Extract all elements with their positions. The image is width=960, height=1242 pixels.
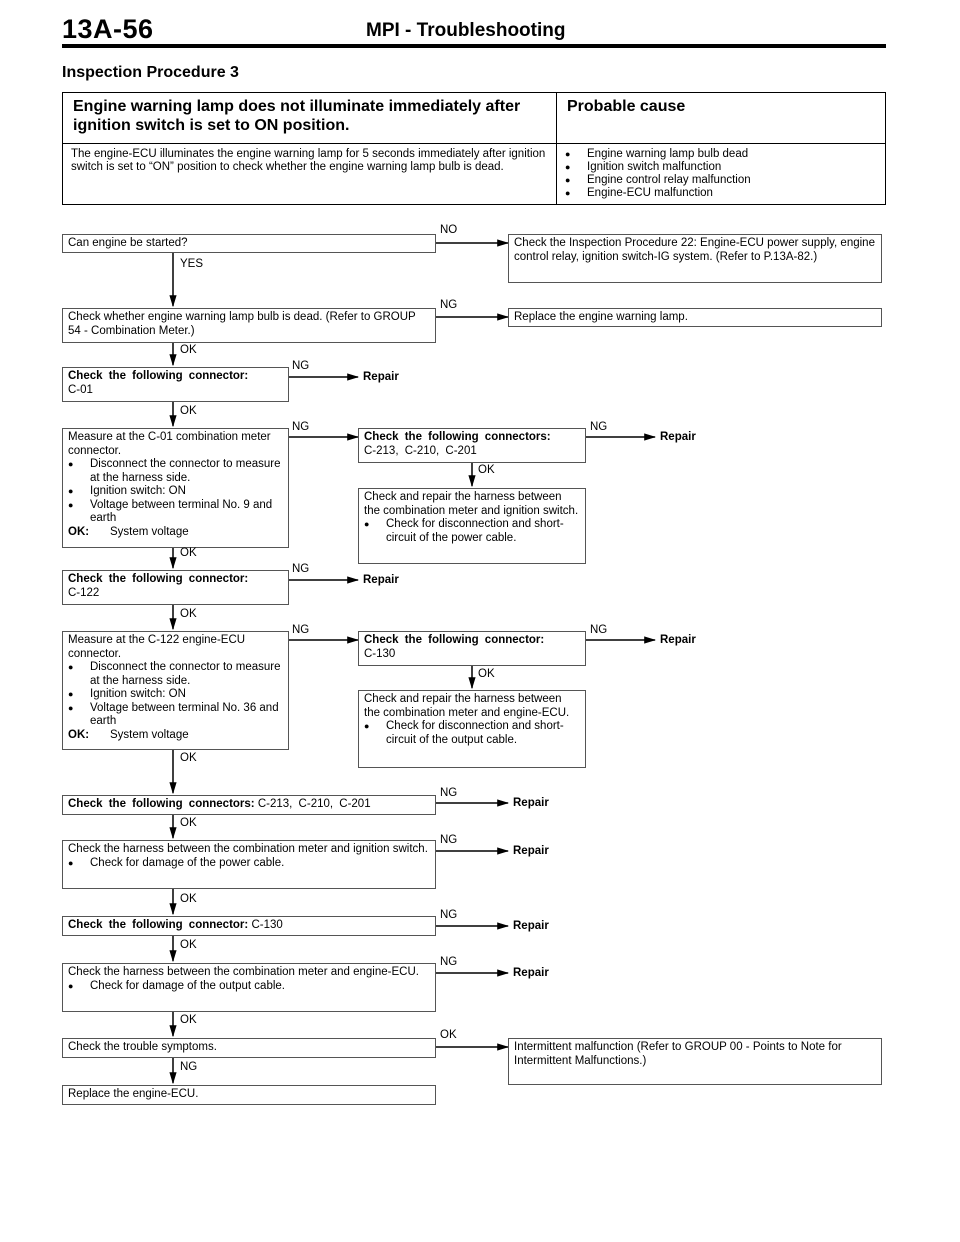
branch-label-ng: NG (180, 1061, 198, 1073)
ok-criterion-label: OK: (68, 525, 90, 538)
cause-item: ● Engine control relay malfunction (565, 174, 877, 187)
branch-label-ok: OK (180, 893, 197, 905)
branch-label-ng: NG (590, 624, 608, 636)
repair-bullet: ● Check for disconnection and short-circuit of the power cable. (364, 518, 580, 545)
cause-item: ● Engine-ECU malfunction (565, 187, 877, 200)
branch-label-no: NO (440, 224, 458, 236)
flow-box-measure-c122 (62, 631, 289, 750)
branch-label-ng: NG (440, 956, 458, 968)
branch-label-ok: OK (180, 939, 197, 951)
flow-box-replace-lamp: Replace the engine warning lamp. (508, 308, 882, 327)
connector-id: C-122 (68, 586, 100, 599)
connector-heading: Check the following connectors: (364, 431, 551, 443)
connector-heading: Check the following connector: (68, 370, 249, 382)
cause-item: ● Ignition switch malfunction (565, 161, 877, 174)
harness-bullet: ● Check for damage of the output cable. (68, 980, 430, 994)
repair-instruction: Check and repair the harness between the combination meter and ignition switch. (364, 491, 579, 517)
repair-endpoint: Repair (513, 845, 549, 857)
measure-instruction: Measure at the C-122 engine-ECU connector. (68, 634, 246, 660)
repair-endpoint: Repair (513, 797, 549, 809)
flow-box-connector-c01 (62, 367, 289, 402)
section-title: Inspection Procedure 3 (62, 64, 239, 81)
repair-endpoint: Repair (660, 634, 696, 646)
connector-heading: Check the following connector: (68, 573, 249, 585)
page-header-title: MPI - Troubleshooting (366, 20, 566, 41)
symptom-heading: Engine warning lamp does not illuminate immediately after ignition switch is set to ON position. (63, 93, 557, 144)
flow-box-harness-ecu (62, 963, 436, 1012)
flow-box-engine-start: Can engine be started? (62, 234, 436, 253)
flow-box-connector-c130-sub (358, 631, 586, 666)
branch-label-ng: NG (440, 909, 458, 921)
branch-label-ng: NG (292, 421, 310, 433)
flow-box-harness-ignition (62, 840, 436, 889)
branch-label-ok: OK (180, 547, 197, 559)
flow-box-connector-c122 (62, 570, 289, 605)
repair-endpoint: Repair (363, 371, 399, 383)
flow-box-replace-ecu: Replace the engine-ECU. (62, 1085, 436, 1105)
connector-heading: Check the following connector: (68, 919, 249, 931)
repair-instruction: Check and repair the harness between the combination meter and engine-ECU. (364, 693, 570, 719)
flow-box-connector-c130 (62, 916, 436, 936)
measure-bullet: ● Ignition switch: ON (68, 485, 283, 499)
branch-label-ng: NG (440, 299, 458, 311)
measure-bullet: ● Voltage between terminal No. 9 and earth (68, 499, 283, 526)
flow-box-connectors-c213-main (62, 795, 436, 815)
connector-id: C-01 (68, 383, 93, 396)
branch-label-ng: NG (292, 563, 310, 575)
flow-box-trouble-symptoms: Check the trouble symptoms. (62, 1038, 436, 1058)
measure-bullet: ● Disconnect the connector to measure at the harness side. (68, 458, 283, 485)
cause-item: ● Engine warning lamp bulb dead (565, 148, 877, 161)
measure-bullet: ● Disconnect the connector to measure at the harness side. (68, 661, 283, 688)
branch-label-ng: NG (292, 360, 310, 372)
probable-cause-heading: Probable cause (557, 93, 886, 144)
connector-heading: Check the following connector: (364, 634, 545, 646)
flow-box-measure-c01 (62, 428, 289, 548)
repair-endpoint: Repair (660, 431, 696, 443)
branch-label-ok: OK (180, 344, 197, 356)
measure-bullet: ● Ignition switch: ON (68, 688, 283, 702)
harness-bullet: ● Check for damage of the power cable. (68, 857, 430, 871)
ok-criterion-value: System voltage (110, 525, 189, 538)
page-number: 13A-56 (62, 14, 154, 44)
flow-box-repair-output-harness (358, 690, 586, 768)
branch-label-ok: OK (180, 1014, 197, 1026)
measure-instruction: Measure at the C-01 combination meter connector. (68, 431, 271, 457)
connector-id: C-130 (364, 647, 396, 660)
connector-heading: Check the following connectors: (68, 798, 255, 810)
branch-label-ng: NG (292, 624, 310, 636)
flow-box-repair-power-harness (358, 488, 586, 564)
harness-instruction: Check the harness between the combination meter and ignition switch. (68, 843, 428, 855)
connector-id: C-213, C-210, C-201 (257, 798, 371, 810)
branch-label-ng: NG (590, 421, 608, 433)
symptom-description: The engine-ECU illuminates the engine warning lamp for 5 seconds immediately after ignition switch is set to “ON” position to check whether the engine warning lamp bulb is dead. (63, 144, 557, 205)
branch-label-ok: OK (478, 668, 495, 680)
branch-label-ok: OK (440, 1029, 457, 1041)
flow-box-intermittent: Intermittent malfunction (Refer to GROUP 00 - Points to Note for Intermittent Malfunctions.) (508, 1038, 882, 1085)
repair-endpoint: Repair (363, 574, 399, 586)
branch-label-ok: OK (478, 464, 495, 476)
harness-instruction: Check the harness between the combination meter and engine-ECU. (68, 966, 419, 978)
ok-criterion-value: System voltage (110, 728, 189, 741)
repair-endpoint: Repair (513, 967, 549, 979)
measure-bullet: ● Voltage between terminal No. 36 and earth (68, 702, 283, 729)
flow-box-inspection-22: Check the Inspection Procedure 22: Engine-ECU power supply, engine control relay, ignition switch-IG system. (Refer to P.13A-82.) (508, 234, 882, 283)
connector-id: C-130 (251, 919, 283, 931)
branch-label-ok: OK (180, 752, 197, 764)
branch-label-ok: OK (180, 817, 197, 829)
branch-label-ok: OK (180, 608, 197, 620)
branch-label-ng: NG (440, 787, 458, 799)
connector-id: C-213, C-210, C-201 (364, 444, 477, 457)
branch-label-yes: YES (180, 258, 204, 270)
flow-box-bulb-check: Check whether engine warning lamp bulb is dead. (Refer to GROUP 54 - Combination Meter.) (62, 308, 436, 343)
flow-box-connectors-c213 (358, 428, 586, 463)
repair-endpoint: Repair (513, 920, 549, 932)
ok-criterion-label: OK: (68, 728, 90, 741)
branch-label-ng: NG (440, 834, 458, 846)
branch-label-ok: OK (180, 405, 197, 417)
repair-bullet: ● Check for disconnection and short-circuit of the output cable. (364, 720, 580, 747)
